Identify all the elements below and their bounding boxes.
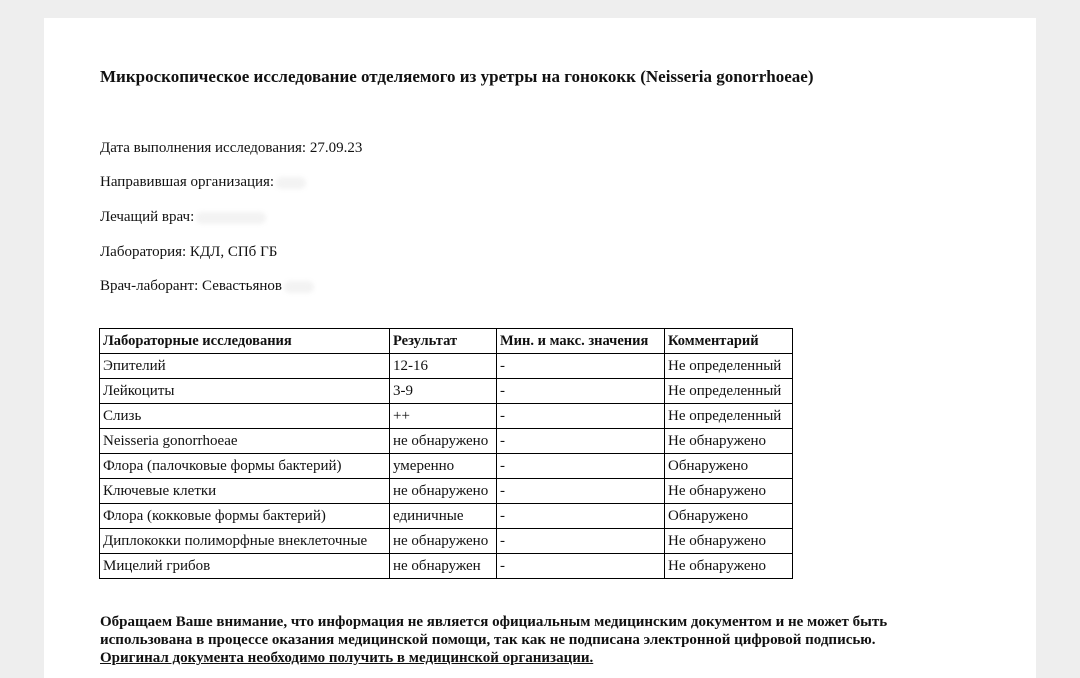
table-header-row [100, 329, 793, 354]
cell-investigation: Neisseria gonorrhoeae [100, 429, 390, 454]
meta-doctor [100, 209, 266, 226]
cell-result: не обнаружен [390, 554, 497, 579]
cell-investigation: Флора (кокковые формы бактерий) [100, 504, 390, 529]
cell-result: 12-16 [390, 354, 497, 379]
cell-range: - [497, 529, 665, 554]
header-range: Мин. и макс. значения [497, 329, 665, 354]
notice-line-2: использована в процессе оказания медицинской помощи, так как не подписана электронной цифровой подписью. [100, 632, 876, 648]
document-title: Микроскопическое исследование отделяемого из уретры на гонококк (Neisseria gonorrhoeae) [100, 67, 814, 86]
cell-investigation: Диплококки полиморфные внеклеточные [100, 529, 390, 554]
cell-result: не обнаружено [390, 479, 497, 504]
cell-range: - [497, 479, 665, 504]
cell-investigation: Эпителий [100, 354, 390, 379]
cell-result: единичные [390, 504, 497, 529]
table-body [100, 354, 793, 579]
cell-range: - [497, 504, 665, 529]
header-comment: Комментарий [665, 329, 793, 354]
header-investigation: Лабораторные исследования [100, 329, 390, 354]
redacted-blur [196, 212, 266, 224]
header-result: Результат [390, 329, 497, 354]
table-row [100, 529, 793, 554]
meta-laboratory: Лаборатория: КДЛ, СПб ГБ [100, 244, 278, 260]
table-row [100, 504, 793, 529]
cell-result: умеренно [390, 454, 497, 479]
table-row [100, 404, 793, 429]
cell-comment: Не определенный [665, 404, 793, 429]
meta-lab-doctor-label: Врач-лаборант: Севастьянов [100, 278, 282, 294]
notice-line-1: Обращаем Ваше внимание, что информация не является официальным медицинским документом и не может быть [100, 614, 888, 630]
table-row [100, 354, 793, 379]
document-page [44, 18, 1036, 678]
notice-line-3: Оригинал документа необходимо получить в медицинской организации. [100, 650, 594, 666]
table-row [100, 554, 793, 579]
meta-date: Дата выполнения исследования: 27.09.23 [100, 140, 363, 156]
cell-investigation: Слизь [100, 404, 390, 429]
table-row [100, 429, 793, 454]
cell-comment: Не обнаружено [665, 554, 793, 579]
cell-range: - [497, 379, 665, 404]
cell-range: - [497, 404, 665, 429]
cell-range: - [497, 554, 665, 579]
meta-referring-org-label: Направившая организация: [100, 174, 275, 190]
cell-comment: Не обнаружено [665, 529, 793, 554]
cell-comment: Не обнаружено [665, 429, 793, 454]
results-table [99, 328, 793, 579]
cell-range: - [497, 454, 665, 479]
cell-result: не обнаружено [390, 429, 497, 454]
cell-range: - [497, 354, 665, 379]
redacted-blur [276, 177, 306, 189]
cell-investigation: Лейкоциты [100, 379, 390, 404]
cell-comment: Не определенный [665, 354, 793, 379]
cell-result: 3-9 [390, 379, 497, 404]
cell-comment: Обнаружено [665, 454, 793, 479]
table-row [100, 479, 793, 504]
cell-comment: Не обнаружено [665, 479, 793, 504]
redacted-blur [284, 281, 314, 293]
cell-result: ++ [390, 404, 497, 429]
cell-investigation: Ключевые клетки [100, 479, 390, 504]
cell-result: не обнаружено [390, 529, 497, 554]
cell-investigation: Мицелий грибов [100, 554, 390, 579]
cell-comment: Не определенный [665, 379, 793, 404]
cell-range: - [497, 429, 665, 454]
disclaimer-notice [100, 613, 980, 667]
cell-investigation: Флора (палочковые формы бактерий) [100, 454, 390, 479]
meta-referring-org [100, 174, 306, 191]
table-row [100, 379, 793, 404]
meta-doctor-label: Лечащий врач: [100, 209, 195, 225]
meta-lab-doctor [100, 278, 314, 295]
table-row [100, 454, 793, 479]
cell-comment: Обнаружено [665, 504, 793, 529]
